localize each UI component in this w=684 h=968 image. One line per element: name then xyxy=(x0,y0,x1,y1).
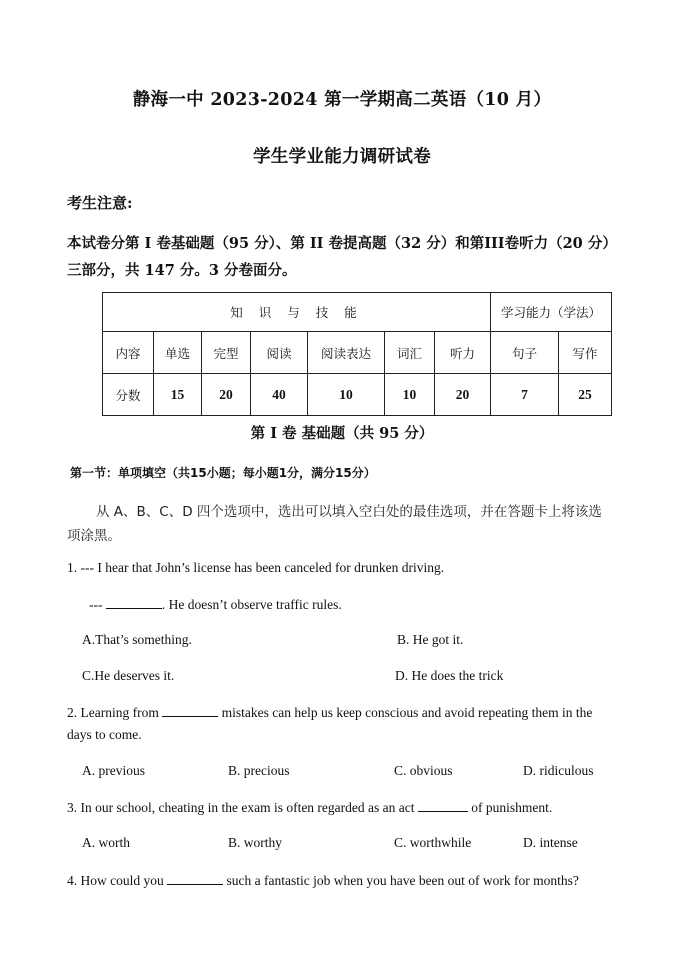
column-header: 完型 xyxy=(202,332,251,374)
question-2-stem-cont: days to come. xyxy=(67,727,142,742)
question-2-option-d: D. ridiculous xyxy=(523,763,594,778)
notice-line-1: 本试卷分第 I 卷基础题（95 分）、第 II 卷提高题（32 分）和第III卷听力（20 分） xyxy=(67,235,617,252)
section-1-title: 第一节：单项填空（共15小题；每小题1分，满分15分） xyxy=(70,466,376,480)
question-3-option-c: C. worthwhile xyxy=(394,835,472,850)
notice-label: 考生注意: xyxy=(67,194,133,212)
score-cell: 7 xyxy=(491,374,559,416)
question-1-stem: 1. --- I hear that John’s license has been canceled for drunken driving. xyxy=(67,560,445,575)
score-cell: 25 xyxy=(559,374,612,416)
answer-blank xyxy=(106,596,162,609)
score-cell: 40 xyxy=(251,374,308,416)
score-cell: 10 xyxy=(308,374,385,416)
question-1-reply: --- . He doesn’t observe traffic rules. xyxy=(89,597,342,612)
instruction-line-1: 从 A、B、C、D 四个选项中，选出可以填入空白处的最佳选项，并在答题卡上将该选 xyxy=(96,504,602,520)
score-cell: 20 xyxy=(202,374,251,416)
column-header: 阅读 xyxy=(251,332,308,374)
question-3-stem: 3. In our school, cheating in the exam is often regarded as an act of punishment. xyxy=(67,800,553,815)
question-2-option-a: A. previous xyxy=(82,763,145,778)
notice-line-2: 三部分，共 147 分。3 分卷面分。 xyxy=(67,262,297,279)
question-1-option-b: B. He got it. xyxy=(397,632,464,647)
exam-subtitle: 学生学业能力调研试卷 xyxy=(253,147,431,167)
score-cell: 20 xyxy=(435,374,491,416)
question-2-option-c: C. obvious xyxy=(394,763,453,778)
question-2-stem: 2. Learning from mistakes can help us keep conscious and avoid repeating them in the xyxy=(67,705,593,720)
column-header: 单选 xyxy=(154,332,202,374)
question-1-option-c: C.He deserves it. xyxy=(82,668,175,683)
instruction-line-2: 项涂黑。 xyxy=(67,528,121,544)
part-1-title: 第 I 卷 基础题（共 95 分） xyxy=(250,425,434,442)
group-knowledge-header: 知 识 与 技 能 xyxy=(103,293,491,332)
column-header: 阅读表达 xyxy=(308,332,385,374)
question-3-option-d: D. intense xyxy=(523,835,578,850)
answer-blank xyxy=(167,872,223,885)
score-table xyxy=(102,292,612,416)
question-3-option-b: B. worthy xyxy=(228,835,282,850)
question-2-option-b: B. precious xyxy=(228,763,290,778)
group-ability-header: 学习能力（学法） xyxy=(491,293,612,332)
row-label-content: 内容 xyxy=(103,332,154,374)
answer-blank xyxy=(162,704,218,717)
question-4-stem: 4. How could you such a fantastic job when you have been out of work for months? xyxy=(67,873,579,888)
column-header: 词汇 xyxy=(385,332,435,374)
question-3-option-a: A. worth xyxy=(82,835,130,850)
column-header: 句子 xyxy=(491,332,559,374)
score-cell: 15 xyxy=(154,374,202,416)
question-1-option-d: D. He does the trick xyxy=(395,668,504,683)
score-cell: 10 xyxy=(385,374,435,416)
column-header: 听力 xyxy=(435,332,491,374)
answer-blank xyxy=(418,799,468,812)
question-1-option-a: A.That’s something. xyxy=(82,632,192,647)
column-header: 写作 xyxy=(559,332,612,374)
row-label-score: 分数 xyxy=(103,374,154,416)
exam-title: 静海一中 2023-2024 第一学期高二英语（10 月） xyxy=(132,90,552,110)
